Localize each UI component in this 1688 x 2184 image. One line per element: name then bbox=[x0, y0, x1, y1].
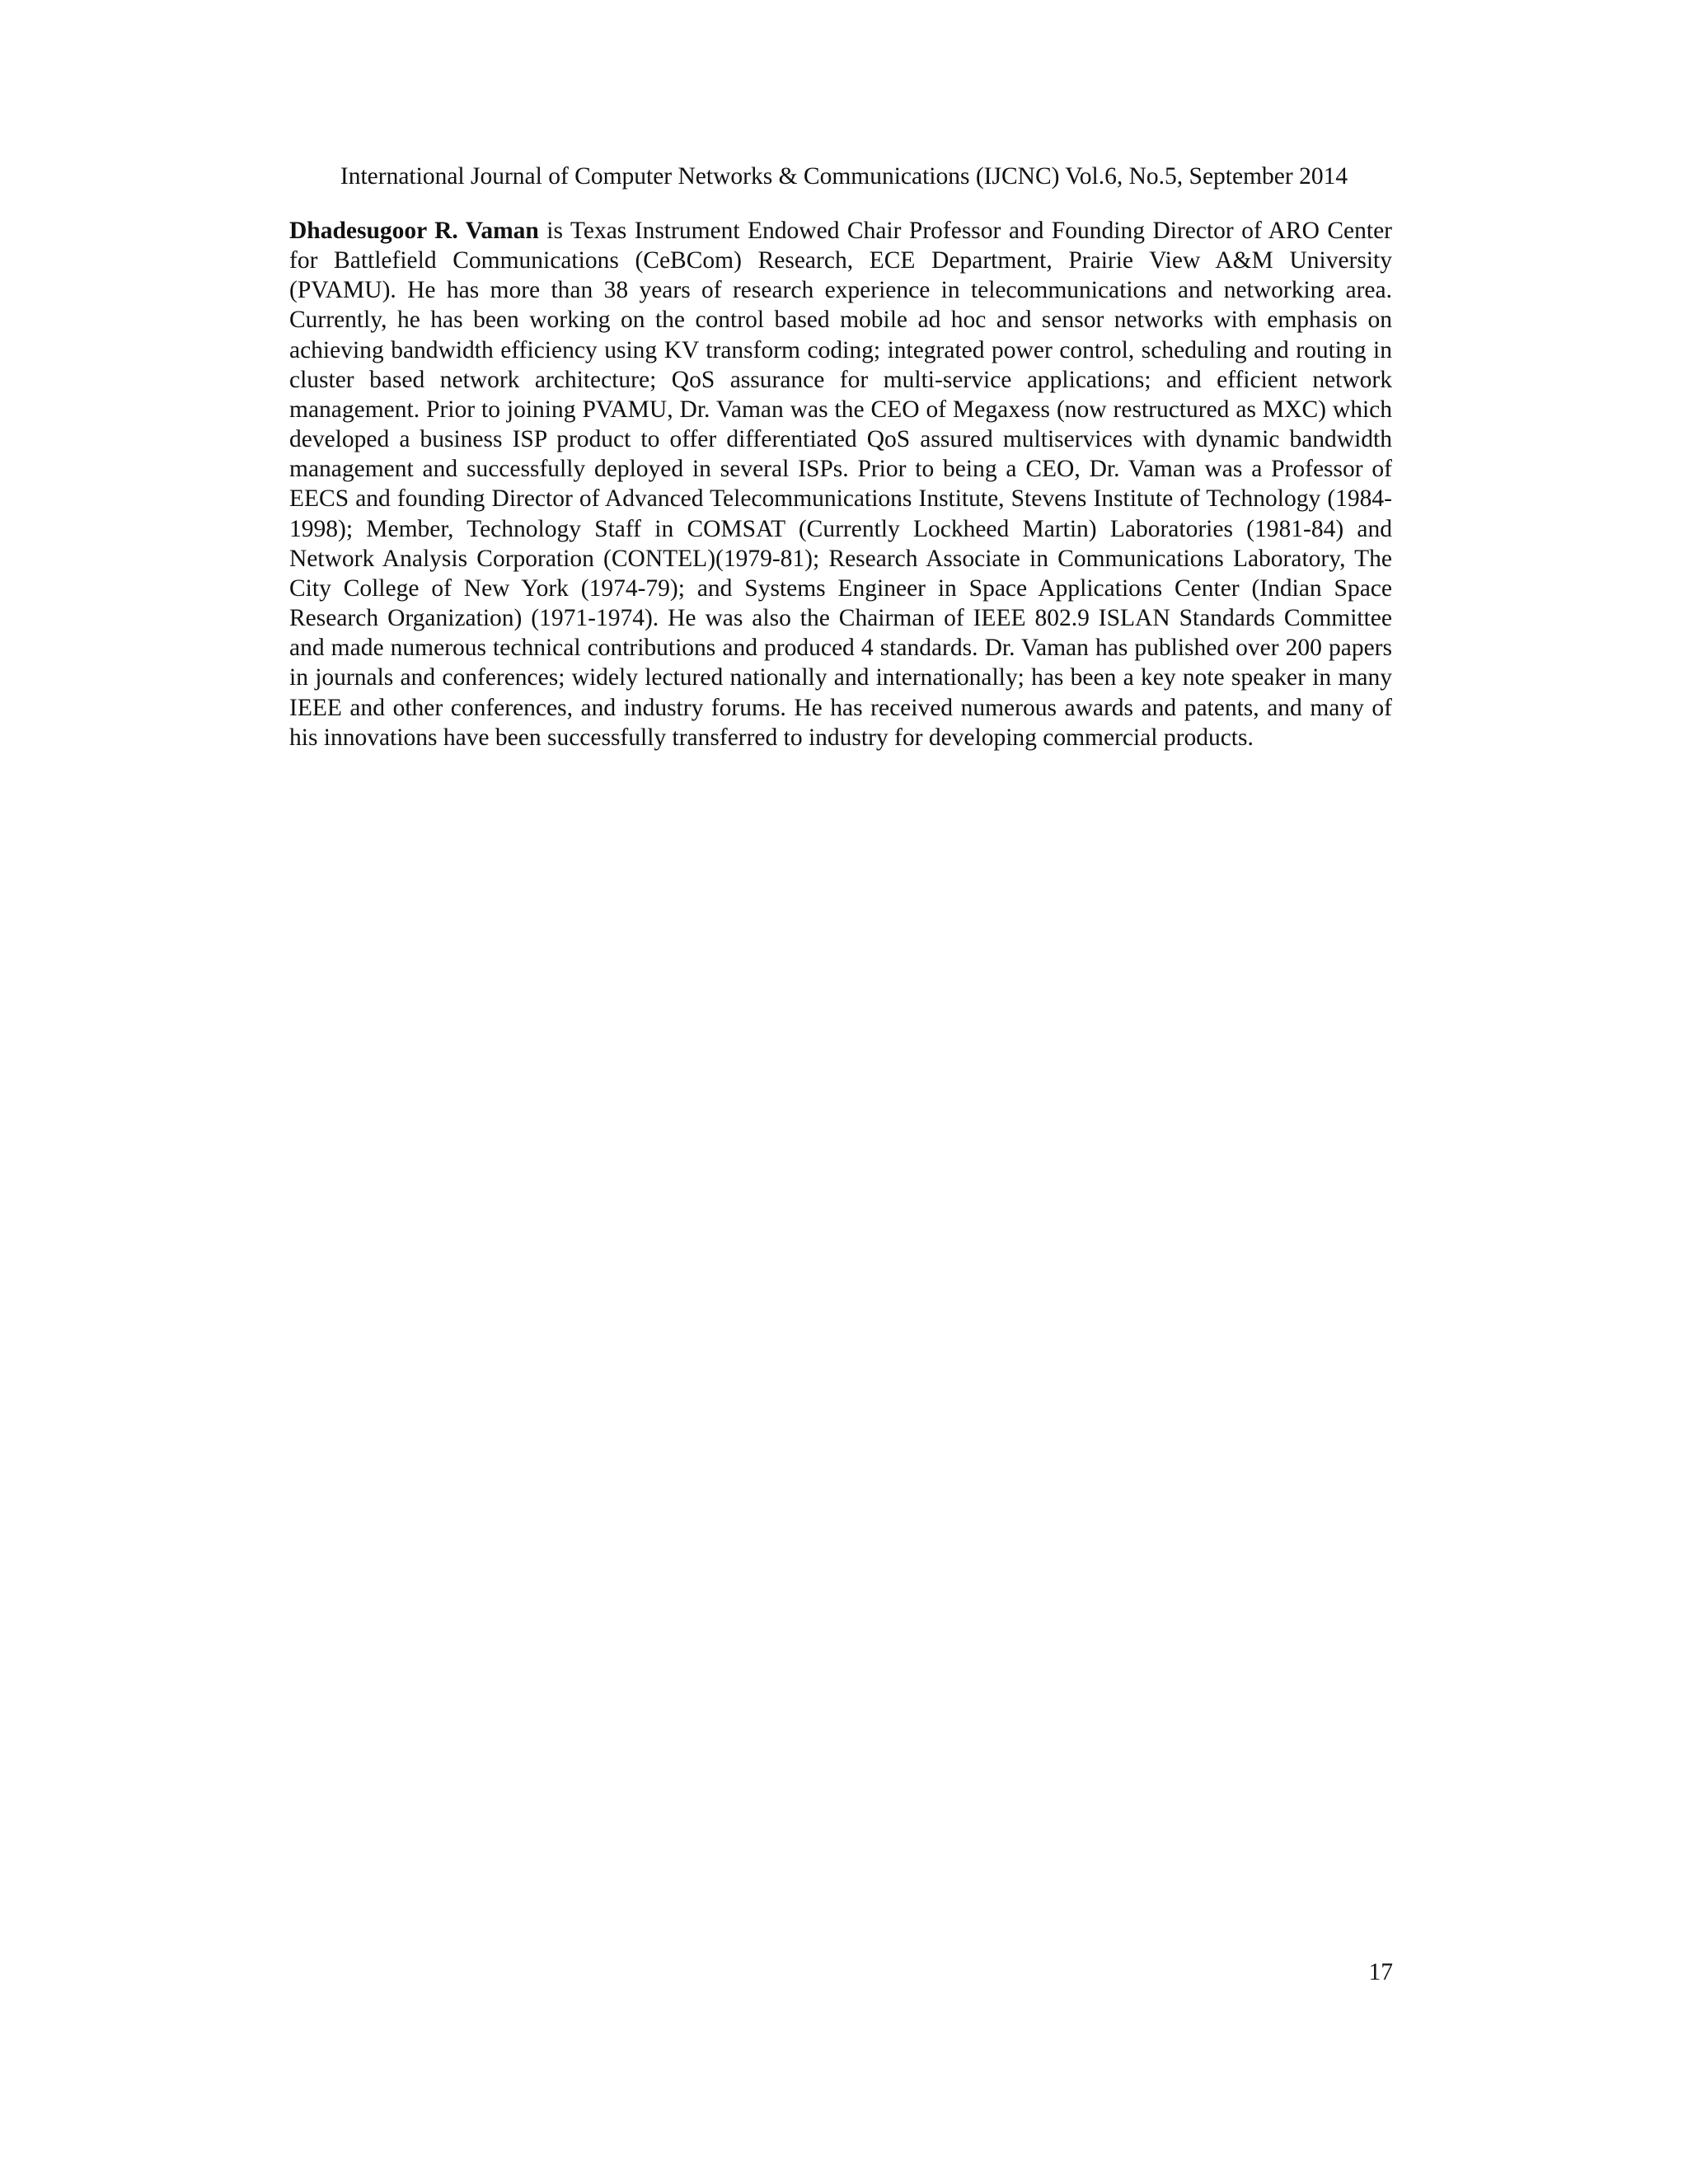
page-number: 17 bbox=[1368, 1959, 1393, 1985]
running-header: International Journal of Computer Networks & Communications (IJCNC) Vol.6, No.5, September 2014 bbox=[340, 163, 1348, 190]
author-name: Dhadesugoor R. Vaman bbox=[289, 218, 539, 244]
biography-text: is Texas Instrument Endowed Chair Professor and Founding Director of ARO Center for Battlefield Communications (CeBCom) Research, ECE Department, Prairie View A&M University (PVAMU). He has more than 38 years of research experience in telecommunications and networking area. Currently, he has been working on the control based mobile ad hoc and sensor networks with emphasis on achieving bandwidth efficiency using KV transform coding; integrated power control, scheduling and routing in cluster based network architecture; QoS assurance for multi-service applications; and efficient network management. Prior to joining PVAMU, Dr. Vaman was the CEO of Megaxess (now restructured as MXC) which developed a business ISP product to offer differentiated QoS assured multiservices with dynamic bandwidth management and successfully deployed in several ISPs. Prior to being a CEO, Dr. Vaman was a Professor of EECS and founding Director of Advanced Telecommunications Institute, Stevens Institute of Technology (1984-1998); Member, Technology Staff in COMSAT (Currently Lockheed Martin) Laboratories (1981-84) and Network Analysis Corporation (CONTEL)(1979-81); Research Associate in Communications Laboratory, The City College of New York (1974-79); and Systems Engineer in Space Applications Center (Indian Space Research Organization) (1971-1974). He was also the Chairman of IEEE 802.9 ISLAN Standards Committee and made numerous technical contributions and produced 4 standards. Dr. Vaman has published over 200 papers in journals and conferences; widely lectured nationally and internationally; has been a key note speaker in many IEEE and other conferences, and industry forums. He has received numerous awards and patents, and many of his innovations have been successfully transferred to industry for developing commercial products. bbox=[289, 218, 1392, 751]
author-biography bbox=[289, 216, 1392, 752]
